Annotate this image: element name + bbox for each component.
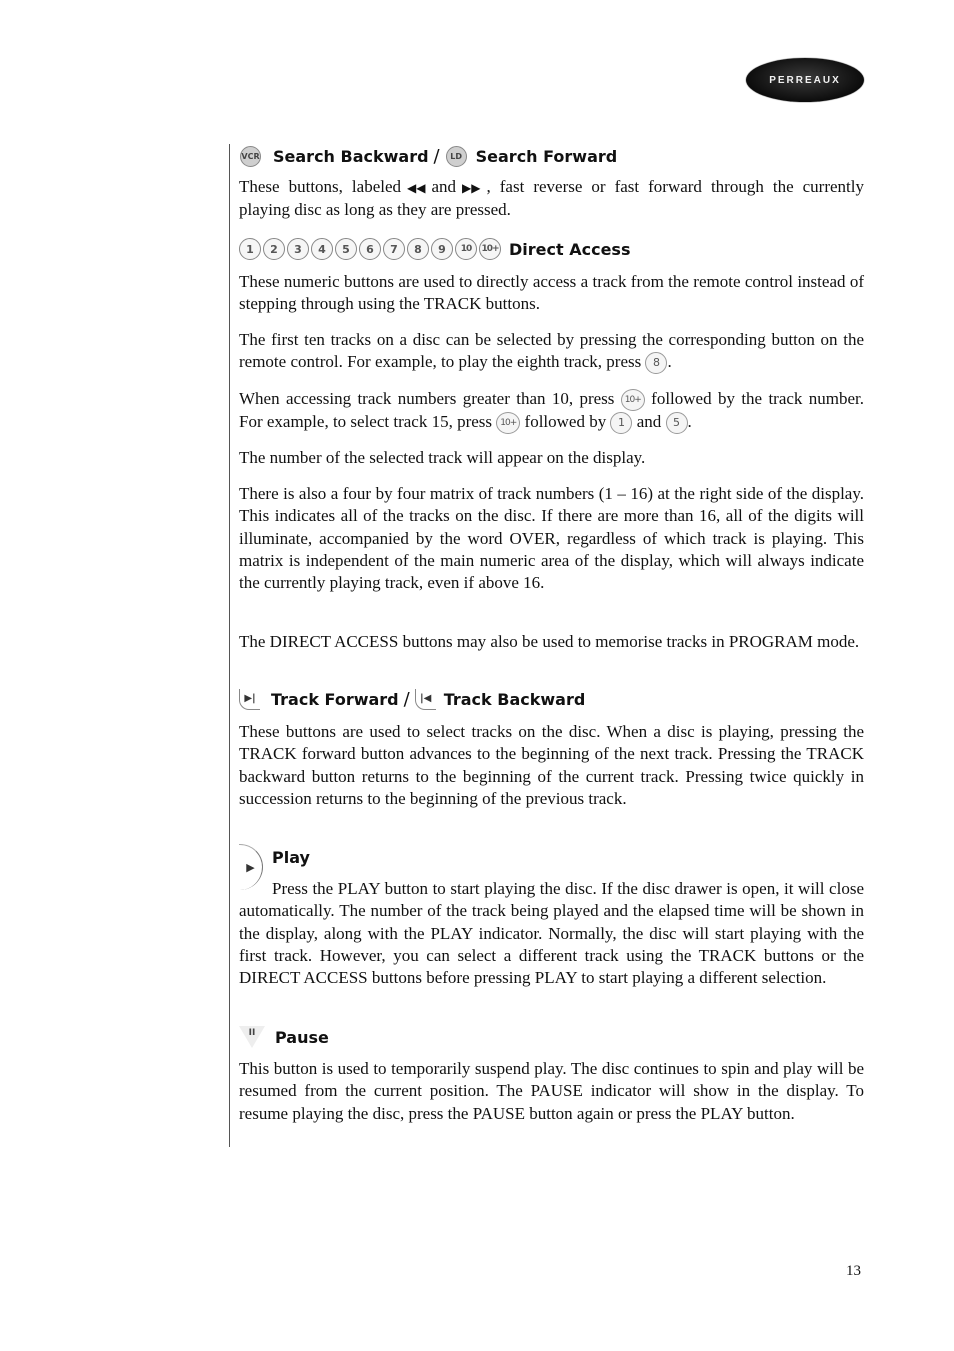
play-icon: ▶ xyxy=(239,844,263,890)
track-forward-icon: ▶| xyxy=(239,689,260,710)
direct-p3-text-c: followed by xyxy=(524,412,607,432)
search-paragraph xyxy=(239,176,864,222)
search-backward-title: Search Backward xyxy=(273,146,429,166)
direct-access-heading xyxy=(239,236,630,262)
direct-p6: The DIRECT ACCESS buttons may also be used to memorise tracks in PROGRAM mode. xyxy=(239,632,860,651)
ld-button-icon: LD xyxy=(446,146,467,167)
search-forward-title: Search Forward xyxy=(475,146,618,166)
number-button-icon-1: 1 xyxy=(239,238,261,260)
pause-paragraph: This button is used to temporarily suspend play. The disc continues to spin and play will be resumed from the current position. The PAUSE indicator will show in the display. To resume playing the disc, press the PAUSE button again or press the PLAY button. xyxy=(239,1059,864,1123)
fast-forward-icon: ▶▶ xyxy=(462,181,481,195)
vcr-button-icon: VCR xyxy=(240,146,261,167)
track-forward-title: Track Forward xyxy=(271,689,399,709)
pause-heading xyxy=(239,1024,329,1050)
number-button-icon-2: 2 xyxy=(263,238,285,260)
eight-button-icon: 8 xyxy=(645,352,667,374)
direct-p4: The number of the selected track will appear on the display. xyxy=(239,448,646,467)
numeric-buttons-row xyxy=(239,238,503,260)
pause-title: Pause xyxy=(275,1027,329,1047)
track-backward-title: Track Backward xyxy=(443,689,586,709)
direct-p3-end: . xyxy=(687,412,692,432)
search-text-b: , fast reverse or fast forward through the currently playing disc as long as they are pressed. xyxy=(239,177,864,220)
logo-text: PERREAUX xyxy=(769,74,841,86)
pause-icon: II xyxy=(239,1026,265,1048)
track-paragraph: These buttons are used to select tracks on the disc. When a disc is playing, pressing the TRACK forward button advances to the beginning of the next track. Pressing the TRACK backward button returns to the beginning of the current track. Pressing twice quickly in succession returns to the beginning of the previous track. xyxy=(239,722,864,808)
direct-p3-text-d: and xyxy=(636,412,662,432)
ten-plus-button-icon-2: 10+ xyxy=(496,412,520,434)
play-title: Play xyxy=(272,847,310,867)
track-heading-separator: / xyxy=(403,688,410,710)
track-heading xyxy=(239,686,585,712)
direct-p3-text-b: followed by the track number. For example, to select track 15, press xyxy=(239,389,865,432)
number-button-icon-3: 3 xyxy=(287,238,309,260)
number-button-icon-10: 10 xyxy=(455,238,477,260)
number-button-icon-9: 9 xyxy=(431,238,453,260)
number-button-icon-11: 10+ xyxy=(479,238,501,260)
number-button-icon-8: 8 xyxy=(407,238,429,260)
number-button-icon-4: 4 xyxy=(311,238,333,260)
track-backward-icon: |◀ xyxy=(415,689,436,710)
play-paragraph: Press the PLAY button to start playing the disc. If the disc drawer is open, it will close automatically. The number of the track being played and the elapsed time will be shown in the display, along with the PLAY indicator. Normally, the disc will start playing with the first track. However, you can select a different track using the TRACK buttons or the DIRECT ACCESS buttons before pressing PLAY to start playing a different selection. xyxy=(239,879,864,988)
one-button-icon: 1 xyxy=(610,412,632,434)
search-heading xyxy=(239,143,617,169)
direct-p5: There is also a four by four matrix of track numbers (1 – 16) at the right side of the display. This indicates all of the tracks on the disc. If there are more than 16, all of the digits will illuminate, accompanied by the word OVER, regardless of which track is playing. This matrix is independent of the main numeric area of the display, which will always indicate the currently playing track, even if above 16. xyxy=(239,484,864,593)
search-text-and: and xyxy=(431,177,457,196)
number-button-icon-5: 5 xyxy=(335,238,357,260)
direct-p2-text: The first ten tracks on a disc can be selected by pressing the corresponding button on the remote control. For example, to play the eighth track, press xyxy=(239,330,864,372)
page-content xyxy=(229,144,864,1147)
heading-separator: / xyxy=(433,145,440,167)
direct-p1: These numeric buttons are used to directly access a track from the remote control instead of stepping through using the TRACK buttons. xyxy=(239,272,864,314)
five-button-icon: 5 xyxy=(666,412,688,434)
direct-p2-end: . xyxy=(667,352,672,372)
number-button-icon-6: 6 xyxy=(359,238,381,260)
perreaux-logo xyxy=(746,58,864,102)
direct-access-title: Direct Access xyxy=(509,239,631,259)
ten-plus-button-icon: 10+ xyxy=(621,389,645,411)
direct-p3 xyxy=(239,388,864,434)
rewind-icon: ◀◀ xyxy=(407,181,426,195)
number-button-icon-7: 7 xyxy=(383,238,405,260)
page-number: 13 xyxy=(846,1263,861,1279)
direct-p2 xyxy=(239,329,864,374)
direct-p3-text-a: When accessing track numbers greater than 10, press xyxy=(239,389,615,408)
search-text-a: These buttons, labeled xyxy=(239,177,402,196)
